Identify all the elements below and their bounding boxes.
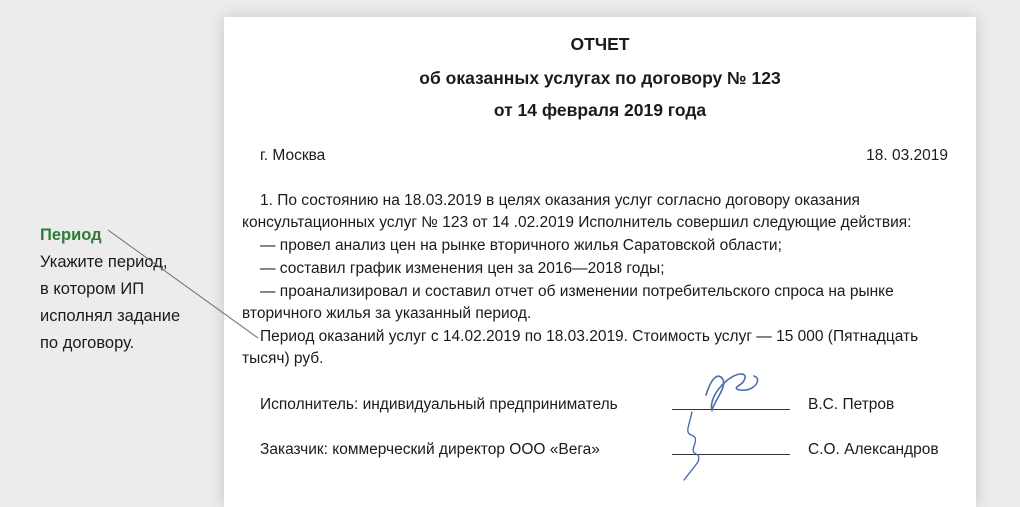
document-date-line: от 14 февраля 2019 года [493, 100, 707, 120]
body-line: Период оказаний услуг с 14.02.2019 по 18.03.2019. Стоимость услуг — 15 000 (Пятнадцать [260, 328, 919, 345]
annotation-title: Период [40, 226, 102, 244]
customer-label: Заказчик: коммерческий директор ООО «Вега» [260, 441, 600, 458]
executor-label: Исполнитель: индивидуальный предприниматель [260, 396, 618, 413]
document-title: ОТЧЕТ [570, 34, 630, 54]
annotation-line: Укажите период, [40, 253, 168, 271]
body-line: — проанализировал и составил отчет об изменении потребительского спроса на рынке [260, 283, 894, 300]
body-line: — составил график изменения цен за 2016—2018 годы; [260, 260, 665, 277]
annotation-line: исполнял задание [40, 307, 181, 325]
body-line: — провел анализ цен на рынке вторичного жилья Саратовской области; [260, 237, 782, 254]
customer-name: С.О. Александров [808, 441, 939, 458]
document-subtitle: об оказанных услугах по договору № 123 [419, 68, 781, 88]
body-line: 1. По состоянию на 18.03.2019 в целях оказания услуг согласно договору оказания [260, 192, 860, 209]
body-line: вторичного жилья за указанный период. [242, 305, 532, 322]
annotation-line: в котором ИП [40, 280, 145, 298]
executor-signature-scribble [706, 374, 758, 410]
document-city: г. Москва [260, 147, 326, 164]
customer-signature-scribble [684, 412, 699, 480]
annotation-pointer-line [108, 230, 258, 338]
executor-name: В.С. Петров [808, 396, 895, 413]
document-date: 18. 03.2019 [866, 147, 948, 164]
body-line: тысяч) руб. [242, 350, 324, 367]
annotation-line: по договору. [40, 334, 135, 352]
body-line: консультационных услуг № 123 от 14 .02.2019 Исполнитель совершил следующие действия: [242, 214, 912, 231]
